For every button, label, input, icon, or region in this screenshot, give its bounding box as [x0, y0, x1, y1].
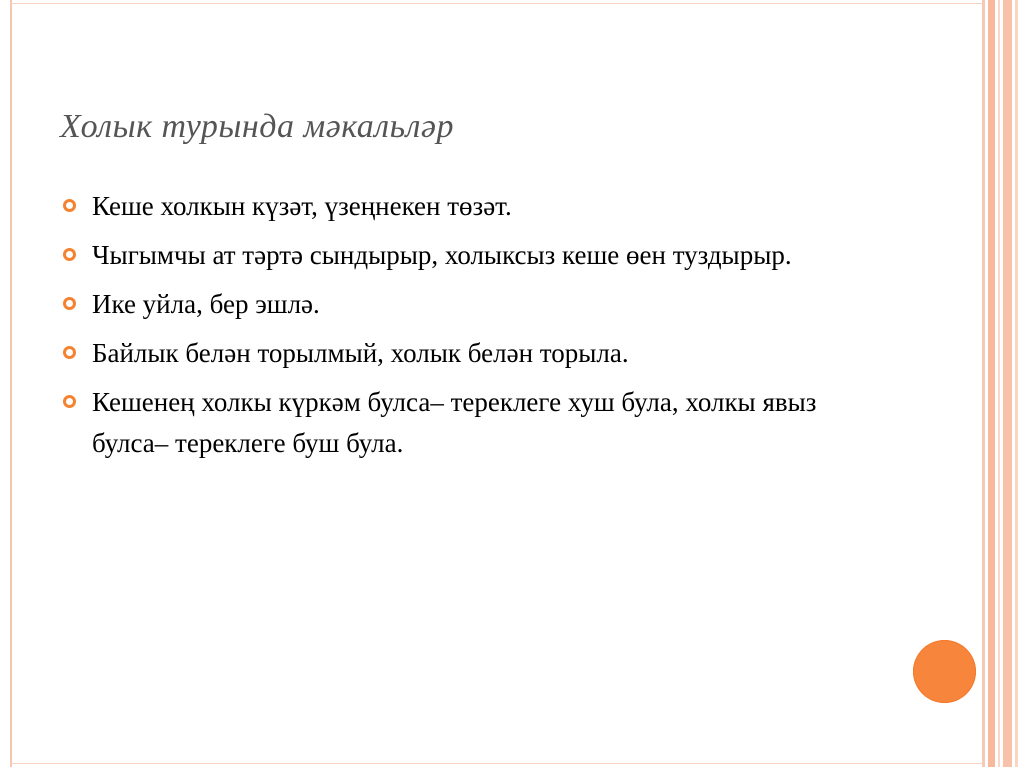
bullet-item: [62, 333, 892, 374]
bullet-item: [62, 186, 892, 227]
bullet-circle-icon: [63, 346, 76, 359]
bullet-text: Байлык белән торылмый, холык белән торыла.: [92, 338, 629, 368]
bullet-circle-icon: [63, 395, 76, 408]
bullet-item: [62, 235, 892, 276]
bullet-circle-icon: [63, 199, 76, 212]
decorative-orange-circle: [913, 640, 976, 703]
decorative-stripe: [982, 0, 985, 767]
bullet-text: Чыгымчы ат тәртә сындырыр, холыксыз кеше өен туздырыр.: [92, 240, 792, 270]
decorative-stripe: [998, 0, 1000, 767]
bullet-text: Ике уйла, бер эшлә.: [92, 289, 320, 319]
frame-top-border: [10, 3, 984, 4]
bullet-text: Кешенең холкы күркәм булса– тереклеге хуш була, холкы явыз булса– тереклеге буш була.: [92, 387, 817, 458]
frame-bottom-border: [10, 763, 984, 764]
bullet-text: Кеше холкын күзәт, үзеңнекен төзәт.: [92, 191, 512, 221]
bullet-item: [62, 382, 892, 464]
decorative-stripe: [1003, 0, 1012, 767]
frame-left-border: [10, 0, 12, 767]
bullet-circle-icon: [63, 297, 76, 310]
bullet-item: [62, 284, 892, 325]
decorative-stripe: [1015, 0, 1018, 767]
decorative-stripe: [988, 0, 995, 767]
bullet-circle-icon: [63, 248, 76, 261]
slide-title: Холык турында мәкальләр: [60, 108, 454, 145]
bullet-list: [62, 186, 892, 472]
